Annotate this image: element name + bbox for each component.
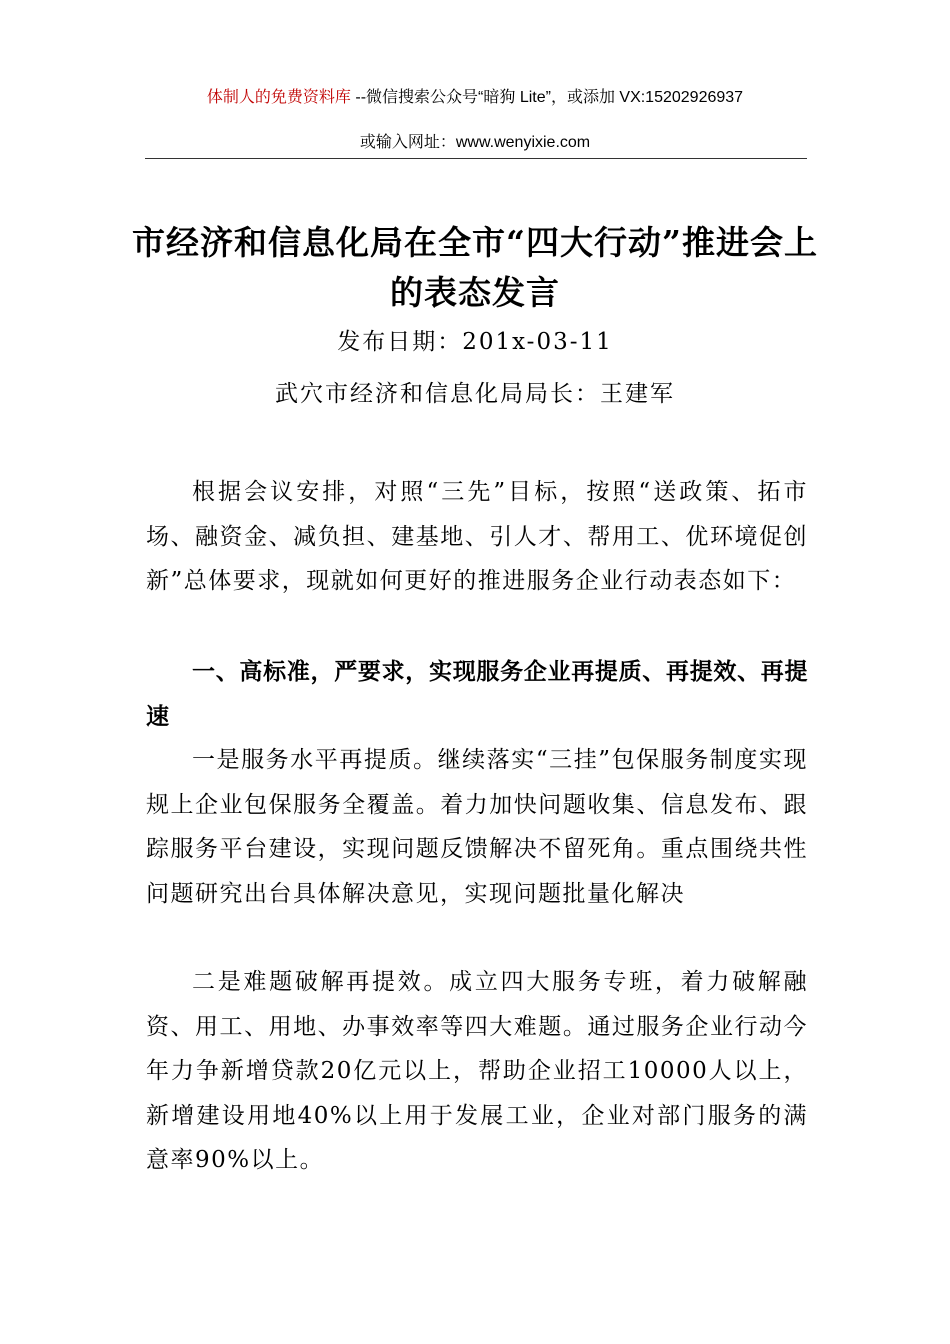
header-contact-text: --微信搜索公众号“暗狗 Lite”，或添加 VX:15202926937 [355, 89, 744, 106]
header-website-line: 或输入网址：www.wenyixie.com [359, 134, 591, 151]
header-promo-line [0, 86, 950, 110]
point-one-paragraph: 一是服务水平再提质。继续落实“三挂”包保服务制度实现规上企业包保服务全覆盖。着力加快问题收集、信息发布、跟踪服务平台建设，实现问题反馈解决不留死角。重点围绕共性问题研究出台具体解决意见，实现问题批量化解决 [146, 747, 808, 907]
publish-date: 发布日期：201x-03-11 [337, 329, 613, 355]
author-line: 武穴市经济和信息化局局长：王建军 [275, 381, 675, 407]
intro-paragraph: 根据会议安排，对照“三先”目标，按照“送政策、拓市场、融资金、减负担、建基地、引人才、帮用工、优环境促创新”总体要求，现就如何更好的推进服务企业行动表态如下： [146, 479, 808, 594]
header-divider [145, 158, 807, 159]
header-red-text: 体制人的免费资料库 [206, 89, 351, 106]
point-two-paragraph: 二是难题破解再提效。成立四大服务专班，着力破解融资、用工、用地、办事效率等四大难题。通过服务企业行动今年力争新增贷款20亿元以上，帮助企业招工10000人以上，新增建设用地40%以上用于发展工业，企业对部门服务的满意率90%以上。 [146, 969, 808, 1173]
document-title: 市经济和信息化局在全市“四大行动”推进会上的表态发言 [132, 223, 818, 312]
section-heading: 一、高标准，严要求，实现服务企业再提质、再提效、再提速 [146, 659, 808, 730]
